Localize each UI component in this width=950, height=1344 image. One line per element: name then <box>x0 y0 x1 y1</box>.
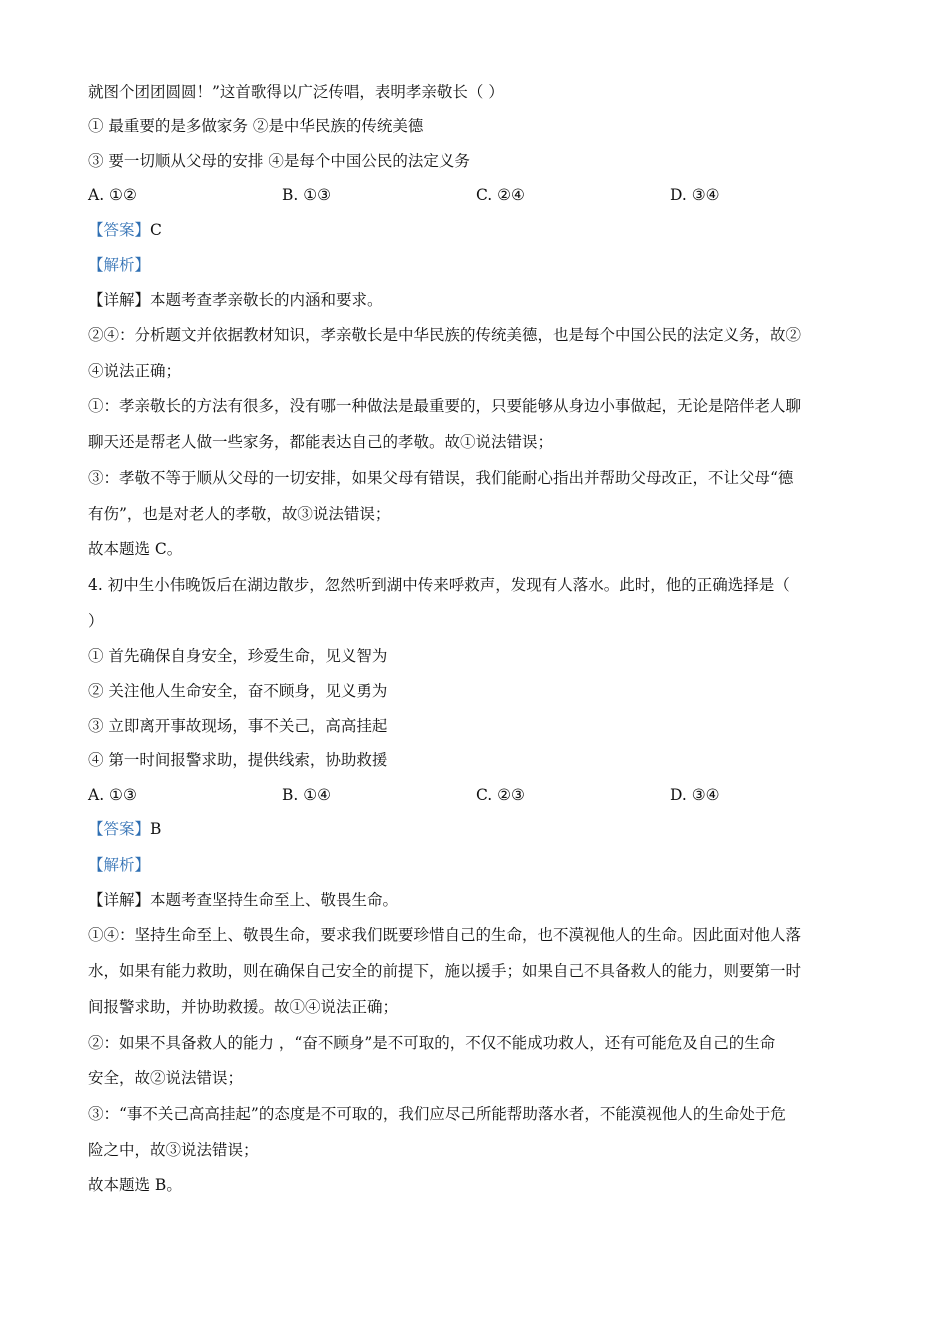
q4-choice-line: ① 首先确保自身安全，珍爱生命，见义智为 <box>88 647 388 665</box>
answer-tag: 【答案】 <box>88 221 151 239</box>
q4-detail-line: 安全，故②说法错误； <box>88 1069 244 1087</box>
q3-choice-line: ① 最重要的是多做家务 ②是中华民族的传统美德 <box>88 117 424 135</box>
q3-detail-line: 有伤”，也是对老人的孝敬，故③说法错误； <box>88 505 391 523</box>
q3-choice-line: ③ 要一切顺从父母的安排 ④是每个中国公民的法定义务 <box>88 152 470 170</box>
q4-stem: ） <box>88 612 104 630</box>
q4-option-b: B. ①④ <box>282 786 332 804</box>
q3-detail-line: ②④：分析题文并依据教材知识，孝亲敬长是中华民族的传统美德，也是每个中国公民的法定义务，故② <box>88 326 802 344</box>
q4-answer <box>88 819 863 839</box>
q4-choice-line: ④ 第一时间报警求助，提供线索，协助救援 <box>88 751 388 769</box>
q4-analysis-tag: 【解析】 <box>88 856 151 874</box>
q3-option-d: D. ③④ <box>670 186 720 204</box>
q3-detail-line: 【详解】本题考查孝亲敬长的内涵和要求。 <box>88 291 383 309</box>
q3-detail-line: 故本题选 C。 <box>88 540 183 558</box>
q4-detail-line: ①④：坚持生命至上、敬畏生命，要求我们既要珍惜自己的生命，也不漠视他人的生命。因此面对他人落 <box>88 926 802 944</box>
q4-option-c: C. ②③ <box>476 786 525 804</box>
q3-option-a: A. ①② <box>88 186 137 204</box>
q3-detail-line: ①：孝亲敬长的方法有很多，没有哪一种做法是最重要的，只要能够从身边小事做起，无论是陪伴老人聊 <box>88 397 802 415</box>
q3-analysis-tag: 【解析】 <box>88 256 151 274</box>
q3-detail-line: ④说法正确； <box>88 362 182 380</box>
q4-detail-line: 间报警求助，并协助救援。故①④说法正确； <box>88 998 399 1016</box>
answer-value: B <box>150 820 162 838</box>
q4-choice-line: ② 关注他人生命安全，奋不顾身，见义勇为 <box>88 682 388 700</box>
q4-stem: 4. 初中生小伟晚饭后在湖边散步，忽然听到湖中传来呼救声，发现有人落水。此时，他的正确选择是（ <box>88 576 790 594</box>
q3-detail-line: ③：孝敬不等于顺从父母的一切安排，如果父母有错误，我们能耐心指出并帮助父母改正，不让父母“德 <box>88 469 794 487</box>
q4-option-a: A. ①③ <box>88 786 137 804</box>
q4-detail-line: ②：如果不具备救人的能力 ，“奋不顾身”是不可取的，不仅不能成功救人，还有可能危及自己的生命 <box>88 1034 776 1052</box>
answer-tag: 【答案】 <box>88 820 151 838</box>
q4-detail-line: 险之中，故③说法错误； <box>88 1141 259 1159</box>
q3-option-c: C. ②④ <box>476 186 525 204</box>
q4-detail-line: 故本题选 B。 <box>88 1176 182 1194</box>
q3-stem: 就图个团团圆圆！”这首歌得以广泛传唱，表明孝亲敬长（ ） <box>88 83 504 101</box>
q3-detail-line: 聊天还是帮老人做一些家务，都能表达自己的孝敬。故①说法错误； <box>88 433 554 451</box>
q4-choice-line: ③ 立即离开事故现场，事不关己，高高挂起 <box>88 717 388 735</box>
q4-detail-line: 【详解】本题考查坚持生命至上、敬畏生命。 <box>88 891 399 909</box>
q4-detail-line: ③：“事不关己高高挂起”的态度是不可取的，我们应尽己所能帮助落水者，不能漠视他人的生命处于危 <box>88 1105 786 1123</box>
q4-detail-line: 水，如果有能力救助，则在确保自己安全的前提下，施以援手；如果自己不具备救人的能力，则要第一时 <box>88 962 802 980</box>
answer-value: C <box>150 221 162 239</box>
q3-option-b: B. ①③ <box>282 186 332 204</box>
q4-option-d: D. ③④ <box>670 786 720 804</box>
q3-answer <box>88 220 863 240</box>
